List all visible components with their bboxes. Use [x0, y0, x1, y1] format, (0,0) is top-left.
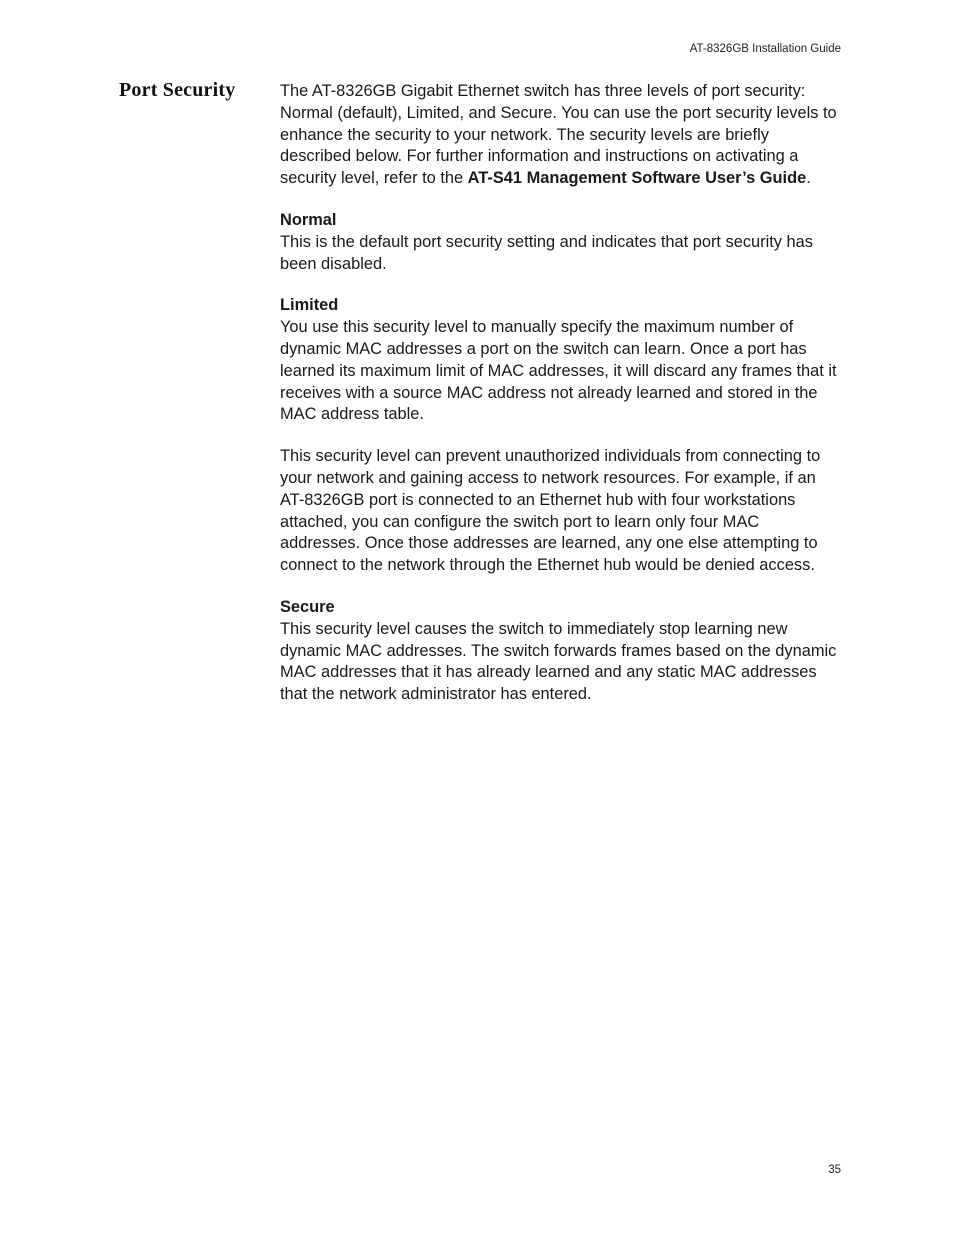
intro-paragraph: [280, 81, 842, 190]
normal-paragraph: This is the default port security setting and indicates that port security has been disabled.: [280, 232, 813, 273]
limited-paragraph-1: You use this security level to manually specify the maximum number of dynamic MAC addresses a port on the switch can learn. Once a port has learned its maximum limit of MAC addresses, it will discard any frames that it receives with a source MAC address not already learned and stored in the MAC address table.: [280, 318, 837, 424]
intro-end: .: [806, 169, 811, 188]
intro-text: The AT-8326GB Gigabit Ethernet switch has three levels of port security: Normal (default), Limited, and Secure. You can use the port security levels to enhance the security to your network. The security levels are briefly described below. For further information and instructions on activating a security level, refer to the: [280, 82, 837, 188]
page-number: 35: [828, 1164, 841, 1176]
secure-heading: Secure: [280, 597, 335, 616]
limited-heading: Limited: [280, 296, 339, 315]
normal-heading: Normal: [280, 210, 337, 229]
section-title: Port Security: [119, 79, 236, 101]
limited-paragraph-2: This security level can prevent unauthorized individuals from connecting to your network and gaining access to network resources. For example, if an AT-8326GB port is connected to an Ethernet hub with four workstations attached, you can configure the switch port to learn only four MAC addresses. Once those addresses are learned, any one else attempting to connect to the network through the Ethernet hub would be denied access.: [280, 447, 821, 575]
section-body: [280, 81, 842, 706]
secure-paragraph: This security level causes the switch to immediately stop learning new dynamic MAC addresses. The switch forwards frames based on the dynamic MAC addresses that it has already learned and any static MAC addresses that the network administrator has entered.: [280, 619, 837, 704]
running-header: AT-8326GB Installation Guide: [689, 43, 841, 55]
manual-reference: AT-S41 Management Software User’s Guide: [467, 169, 807, 188]
